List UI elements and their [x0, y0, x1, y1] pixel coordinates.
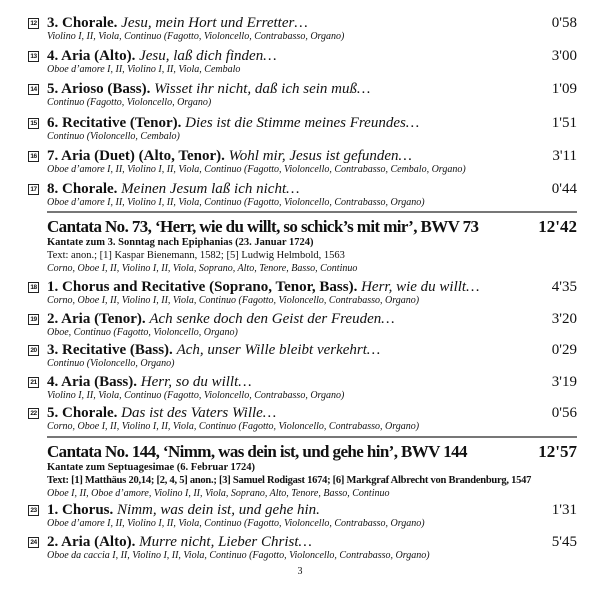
movement-incipit: Murre nicht, Lieber Christ…	[139, 533, 312, 550]
track-number-icon: 17	[28, 184, 39, 195]
track-title	[47, 534, 312, 550]
track-duration: 3'19	[551, 373, 577, 390]
cantata-title-row	[47, 217, 577, 237]
movement-incipit: Herr, wie du willt…	[361, 279, 480, 295]
track-instrumentation: Corno, Oboe I, II, Violino I, II, Viola, Continuo (Fagotto, Violoncello, Contrabasso, Organo)	[47, 295, 420, 306]
track-item	[0, 405, 600, 437]
track-item	[0, 48, 600, 81]
track-title	[47, 279, 479, 295]
track-number-icon: 13	[28, 51, 39, 62]
movement-incipit: Wohl mir, Jesus ist gefunden…	[228, 147, 412, 164]
section-divider	[47, 436, 577, 438]
track-list-cantata-144	[0, 502, 600, 565]
track-duration: 0'56	[551, 405, 577, 422]
cantata-subtitle: Kantate zum 3. Sonntag nach Epiphanias (23. Januar 1724)	[47, 237, 314, 248]
cantata-73-header	[0, 217, 600, 277]
movement-incipit: Jesu, mein Hort und Erretter…	[121, 15, 308, 31]
track-title	[47, 342, 380, 358]
track-duration: 1'51	[551, 114, 577, 131]
track-list-cantata-73	[0, 279, 600, 437]
movement-heading: 1. Chorus.	[47, 502, 114, 518]
movement-incipit: Nimm, was dein ist, und gehe hin.	[117, 502, 320, 518]
cantata-subtitle: Kantate zum Septuagesimae (6. Februar 1724)	[47, 462, 256, 473]
track-instrumentation: Oboe d’amore I, II, Violino I, II, Viola, Cembalo	[47, 64, 241, 76]
cantata-title: Cantata No. 144, ‘Nimm, was dein ist, und gehe hin’, BWV 144	[47, 442, 467, 461]
track-title	[47, 502, 320, 518]
track-number-icon: 16	[28, 151, 39, 162]
movement-incipit: Dies ist die Stimme meines Freundes…	[185, 114, 420, 131]
track-item	[0, 502, 600, 534]
track-number-icon: 19	[28, 314, 39, 325]
movement-incipit: Ach senke doch den Geist der Freuden…	[149, 310, 395, 327]
track-duration: 5'45	[551, 533, 577, 550]
cantata-title-row	[47, 442, 577, 462]
movement-heading: 3. Recitative (Bass).	[47, 342, 173, 359]
track-title	[47, 81, 370, 97]
cantata-text-credits: Text: anon.; [1] Kaspar Bienemann, 1582; [5] Ludwig Helmbold, 1563	[47, 250, 345, 261]
track-number-icon: 15	[28, 118, 39, 129]
track-title	[47, 15, 308, 31]
movement-heading: 7. Aria (Duet) (Alto, Tenor).	[47, 147, 225, 164]
track-number-icon: 21	[28, 377, 39, 388]
movement-incipit: Herr, so du willt…	[140, 373, 252, 390]
track-duration: 0'58	[551, 15, 577, 31]
track-duration: 3'11	[552, 147, 577, 164]
movement-heading: 5. Arioso (Bass).	[47, 81, 151, 98]
track-instrumentation: Oboe d’amore I, II, Violino I, II, Viola, Continuo (Fagotto, Violoncello, Contrabasso, Cembalo, Organo)	[47, 163, 466, 175]
track-title	[47, 115, 419, 131]
track-instrumentation: Violino I, II, Viola, Continuo (Fagotto, Violoncello, Contrabasso, Organo)	[47, 31, 345, 42]
track-instrumentation: Oboe, Continuo (Fagotto, Violoncello, Organo)	[47, 326, 238, 338]
movement-heading: 4. Aria (Bass).	[47, 373, 137, 390]
track-item	[0, 311, 600, 343]
movement-incipit: Jesu, laß dich finden…	[139, 48, 277, 65]
track-item	[0, 81, 600, 114]
movement-heading: 8. Chorale.	[47, 180, 118, 197]
movement-incipit: Wisset ihr nicht, daß ich sein muß…	[154, 81, 371, 98]
track-title	[47, 181, 299, 197]
movement-incipit: Das ist des Vaters Wille…	[121, 405, 277, 422]
track-list-cantata-32-continued	[0, 15, 600, 214]
track-item	[0, 342, 600, 374]
cantata-text-credits: Text: [1] Matthäus 20,14; [2, 4, 5] anon.; [3] Samuel Rodigast 1674; [6] Markgraf Albrecht von Brandenburg, 1547	[47, 475, 532, 486]
track-number-icon: 12	[28, 18, 39, 29]
track-duration: 0'44	[551, 180, 577, 197]
track-duration: 3'20	[551, 310, 577, 327]
movement-heading: 4. Aria (Alto).	[47, 48, 136, 65]
cantata-instrumentation: Corno, Oboe I, II, Violino I, II, Viola, Soprano, Alto, Tenore, Basso, Continuo	[47, 263, 358, 274]
track-item	[0, 279, 600, 311]
track-duration: 0'29	[551, 342, 577, 359]
track-instrumentation: Oboe da caccia I, II, Violino I, II, Viola, Continuo (Fagotto, Violoncello, Contrabasso, Organo)	[47, 549, 430, 561]
track-number-icon: 20	[28, 345, 39, 356]
section-divider	[47, 211, 577, 213]
track-title	[47, 148, 412, 164]
movement-heading: 3. Chorale.	[47, 15, 118, 31]
track-number-icon: 23	[28, 505, 39, 516]
track-duration: 3'00	[551, 48, 577, 65]
movement-heading: 1. Chorus and Recitative (Soprano, Tenor, Bass).	[47, 279, 358, 295]
cantata-duration: 12'42	[538, 217, 577, 236]
cantata-instrumentation: Oboe I, II, Oboe d’amore, Violino I, II, Viola, Soprano, Alto, Tenore, Basso, Continuo	[47, 488, 390, 499]
cantata-144-header	[0, 442, 600, 500]
track-title	[47, 374, 252, 390]
track-title	[47, 311, 395, 327]
movement-incipit: Ach, unser Wille bleibt verkehrt…	[176, 342, 381, 359]
movement-incipit: Meinen Jesum laß ich nicht…	[121, 180, 300, 197]
track-instrumentation: Oboe d’amore I, II, Violino I, II, Viola, Continuo (Fagotto, Violoncello, Contrabasso, Organo)	[47, 518, 425, 529]
track-duration: 1'31	[551, 502, 577, 518]
track-number-icon: 22	[28, 408, 39, 419]
track-title	[47, 405, 276, 421]
track-duration: 1'09	[551, 81, 577, 98]
track-item	[0, 181, 600, 214]
track-title	[47, 48, 277, 64]
track-duration: 4'35	[551, 279, 577, 295]
track-item	[0, 374, 600, 406]
track-instrumentation: Continuo (Violoncello, Organo)	[47, 358, 175, 370]
track-number-icon: 18	[28, 282, 39, 293]
track-instrumentation: Oboe d’amore I, II, Violino I, II, Viola, Continuo (Fagotto, Violoncello, Contrabasso, Organo)	[47, 196, 425, 208]
track-item	[0, 148, 600, 181]
track-instrumentation: Continuo (Fagotto, Violoncello, Organo)	[47, 97, 212, 109]
page-number: 3	[297, 566, 303, 577]
track-number-icon: 24	[28, 537, 39, 548]
movement-heading: 2. Aria (Tenor).	[47, 310, 146, 327]
track-instrumentation: Violino I, II, Viola, Continuo (Fagotto, Violoncello, Contrabasso, Organo)	[47, 389, 345, 401]
movement-heading: 2. Aria (Alto).	[47, 533, 136, 550]
track-item	[0, 15, 600, 48]
track-number-icon: 14	[28, 84, 39, 95]
track-item	[0, 115, 600, 148]
movement-heading: 6. Recitative (Tenor).	[47, 114, 182, 131]
track-item	[0, 534, 600, 566]
movement-heading: 5. Chorale.	[47, 405, 118, 422]
track-instrumentation: Continuo (Violoncello, Cembalo)	[47, 130, 180, 142]
cantata-title: Cantata No. 73, ‘Herr, wie du willt, so schick’s mit mir’, BWV 73	[47, 217, 479, 236]
cantata-duration: 12'57	[538, 442, 577, 461]
track-instrumentation: Corno, Oboe I, II, Violino I, II, Viola, Continuo (Fagotto, Violoncello, Contrabasso, Organo)	[47, 421, 420, 433]
